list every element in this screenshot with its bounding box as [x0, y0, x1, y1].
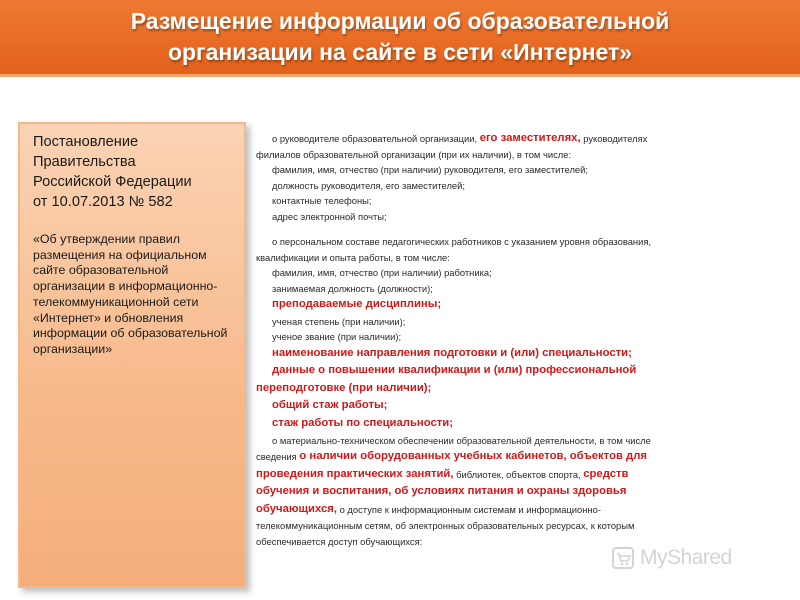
text-fragment: квалификации и опыта работы, в том числе:: [256, 251, 450, 263]
text-fragment: контактные телефоны;: [272, 195, 372, 206]
content-line: [256, 234, 786, 250]
content-line: [256, 518, 786, 534]
content-line: [256, 250, 786, 266]
content-line: [256, 296, 786, 314]
spacer: [256, 224, 786, 234]
content-line: [256, 178, 786, 194]
text-fragment: ученое звание (при наличии);: [272, 331, 402, 343]
cart-icon: [612, 547, 634, 569]
resolution-line: Постановление: [33, 134, 139, 150]
text-fragment: библиотек, объектов спорта,: [453, 468, 584, 480]
text-fragment: о персональном составе педагогических работников с указанием уровня образования,: [272, 236, 652, 247]
watermark-text: MyShared: [640, 546, 732, 569]
text-fragment: обеспечивается доступ обучающихся:: [256, 535, 423, 547]
content-line: [256, 209, 786, 225]
content-line: [256, 362, 786, 380]
highlighted-text: общий стаж работы;: [272, 399, 388, 412]
content-line: [256, 193, 786, 209]
highlighted-text: преподаваемые дисциплины;: [272, 298, 442, 311]
highlighted-text: средств: [583, 467, 629, 480]
content-line: [256, 281, 786, 297]
highlighted-text: его заместителях,: [479, 132, 581, 144]
highlighted-text: обучающихся,: [256, 502, 337, 515]
text-fragment: о руководителе образовательной организации,: [272, 133, 480, 144]
text-fragment: адрес электронной почты;: [272, 210, 387, 222]
resolution-description: «Об утверждении правил размещения на официальном сайте образовательной организации в информационно-телекоммуникационной сети «Интернет» и обновления информации об образовательной организации»: [33, 232, 228, 356]
highlighted-text: наименование направления подготовки и (или) специальности;: [272, 346, 632, 359]
resolution-line: Российской Федерации: [33, 174, 192, 190]
highlighted-text: данные о повышении квалификации и (или) профессиональной: [272, 364, 637, 377]
content-line: [256, 415, 786, 433]
text-fragment: руководителях: [580, 133, 648, 144]
content-line: [256, 448, 786, 466]
title-line-2: организации на сайте в сети «Интернет»: [167, 39, 633, 65]
resolution-line: от 10.07.2013 № 582: [33, 194, 173, 210]
content-line: [256, 483, 786, 501]
text-fragment: ученая степень (при наличии);: [272, 315, 406, 327]
title-line-1: Размещение информации об образовательной: [130, 8, 670, 34]
watermark: [612, 545, 772, 575]
resolution-panel: [18, 122, 246, 588]
slide-title: [30, 6, 770, 68]
highlighted-text: проведения практических занятий,: [256, 467, 454, 480]
text-fragment: занимаемая должность (должности);: [272, 282, 433, 294]
content-line: [256, 433, 786, 449]
content-line: [256, 329, 786, 345]
text-fragment: фамилия, имя, отчество (при наличии) руководителя, его заместителей;: [272, 164, 588, 175]
content-line: [256, 131, 786, 147]
resolution-line: Правительства: [33, 154, 136, 170]
content-line: [256, 380, 786, 398]
content-line: [256, 345, 786, 363]
highlighted-text: обучения и воспитания, об условиях питания и охраны здоровья: [256, 485, 627, 498]
highlighted-text: о наличии оборудованных учебных кабинетов, объектов для: [299, 450, 647, 463]
highlighted-text: переподготовке (при наличии);: [256, 381, 432, 394]
highlighted-text: стаж работы по специальности;: [272, 417, 453, 430]
resolution-title: [33, 132, 234, 212]
content-line: [256, 501, 786, 519]
text-fragment: должность руководителя, его заместителей;: [272, 179, 465, 191]
text-fragment: сведения: [256, 451, 300, 463]
title-banner: [0, 0, 800, 77]
text-fragment: фамилия, имя, отчество (при наличии) работника;: [272, 267, 492, 278]
text-fragment: о доступе к информационным системам и информационно-: [337, 503, 601, 515]
content-text: [256, 131, 786, 549]
content-line: [256, 397, 786, 415]
text-fragment: о материально-техническом обеспечении образовательной деятельности, в том числе: [272, 434, 651, 446]
text-fragment: телекоммуникационным сетям, об электронных образовательных ресурсах, к которым: [256, 520, 635, 532]
content-line: [256, 466, 786, 484]
content-line: [256, 265, 786, 281]
content-line: [256, 162, 786, 178]
content-line: [256, 147, 786, 163]
content-line: [256, 314, 786, 330]
text-fragment: филиалов образовательной организации (при их наличии), в том числе:: [256, 148, 572, 160]
